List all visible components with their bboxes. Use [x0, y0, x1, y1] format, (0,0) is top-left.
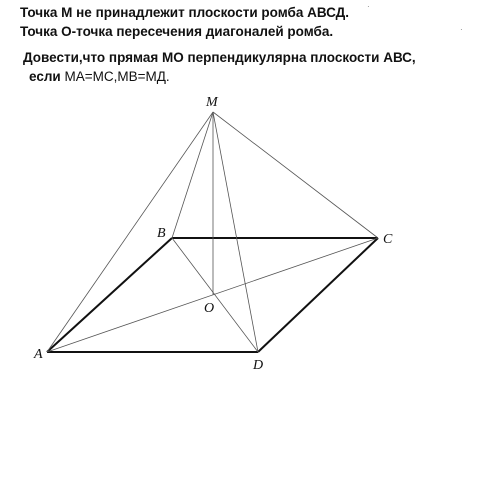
stray-mark-right: · — [460, 25, 463, 34]
vertex-label-d: D — [253, 358, 264, 373]
edge-mb — [172, 112, 213, 238]
vertex-label-c: C — [383, 232, 393, 247]
edge-cd — [258, 238, 378, 352]
diagonal-bd — [172, 238, 258, 352]
vertex-label-o: O — [204, 301, 215, 316]
vertex-label-a: A — [34, 347, 43, 362]
edge-ma — [47, 112, 213, 352]
problem-line-3: Довести,что прямая МО перпендикулярна плоскости АВС, — [23, 50, 416, 65]
problem-line-4-condition: MA=MC,MB=MД. — [60, 69, 170, 84]
stray-mark-top: · — [367, 2, 370, 11]
diagonal-ac — [47, 238, 378, 352]
vertex-label-b: B — [157, 226, 166, 241]
problem-line-2: Точка О-точка пересечения диагоналей ромба. — [20, 24, 334, 39]
edge-ab — [47, 238, 172, 352]
edge-md — [213, 112, 258, 352]
problem-line-4-condition-word: если — [29, 69, 61, 84]
problem-line-1: Точка М не принадлежит плоскости ромба АВСД. — [20, 5, 350, 20]
vertex-label-m: M — [206, 95, 218, 110]
edge-mc — [213, 112, 378, 238]
